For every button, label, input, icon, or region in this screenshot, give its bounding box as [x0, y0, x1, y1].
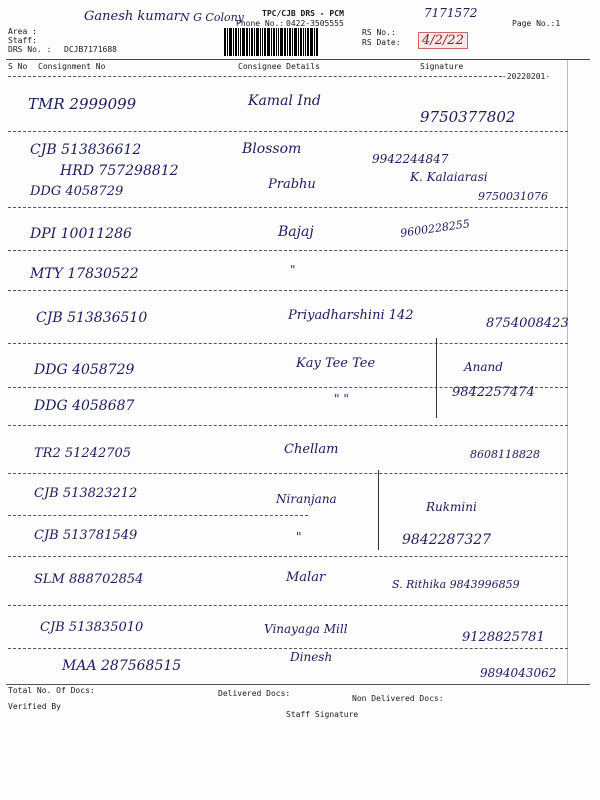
total-docs-label: Total No. Of Docs: [8, 686, 95, 695]
staff-label: Staff: [8, 36, 37, 45]
receiver-signature: 9842257474 [452, 385, 535, 400]
receiver-signature: S. Rithika 9843996859 [392, 578, 520, 591]
receiver-signature: 9750031076 [478, 190, 548, 203]
area-label: Area : [8, 27, 37, 36]
consignee-name: " [296, 530, 302, 544]
consignment-number: TR2 51242705 [34, 446, 132, 461]
consignment-number: CJB 513781549 [34, 528, 138, 543]
consignee-name: Malar [286, 570, 326, 585]
consignee-name: Blossom [242, 141, 302, 157]
consignee-name: Kamal Ind [248, 93, 321, 109]
consignment-number: DDG 4058687 [34, 398, 135, 414]
footer-rule [6, 684, 590, 685]
header-divider [6, 59, 590, 60]
consignment-number: MAA 287568515 [62, 658, 182, 674]
rs-no-label: RS No.: [362, 28, 396, 37]
document-title: TPC/CJB DRS - PCM [262, 9, 344, 18]
receiver-signature: Rukmini [426, 500, 477, 514]
consignment-number: DDG 4058729 [34, 362, 135, 378]
handwritten-area-place: N G Colony [180, 11, 244, 24]
consignment-number: CJB 513836612 [30, 142, 142, 158]
phone-label: Phone No.: [236, 19, 285, 28]
receiver-signature: K. Kalaiarasi [410, 170, 488, 184]
row-divider [8, 515, 308, 516]
date-code: -20220201- [502, 72, 551, 81]
drs-no-value: DCJB7171688 [64, 45, 117, 54]
consignment-number: TMR 2999099 [28, 95, 137, 113]
consignee-name: Kay Tee Tee [296, 356, 376, 371]
receiver-signature: 9600228255 [399, 217, 471, 240]
consignment-number: CJB 513823212 [34, 486, 138, 501]
consignment-number: MTY 17830522 [30, 266, 139, 282]
drs-no-label: DRS No. : [8, 45, 52, 54]
consignee-name: Niranjana [276, 492, 337, 506]
receiver-signature: Anand [464, 360, 503, 374]
row-divider [8, 425, 568, 426]
receiver-signature: 8754008423 [486, 316, 569, 331]
consignment-number: CJB 513836510 [36, 310, 148, 326]
handwritten-reference: 7171572 [424, 6, 478, 20]
right-margin-line [567, 60, 568, 685]
receiver-signature: 9942244847 [372, 152, 449, 166]
rs-date-label: RS Date: [362, 38, 401, 47]
row-divider [8, 343, 568, 344]
receiver-signature: 8608118828 [470, 448, 540, 461]
col-consignment-header: Consignment No [38, 62, 106, 71]
staff-signature-label: Staff Signature [286, 710, 359, 719]
consignee-name: Bajaj [278, 224, 314, 240]
receiver-signature: 9842287327 [402, 532, 492, 548]
non-delivered-docs-label: Non Delivered Docs: [352, 694, 444, 703]
consignment-number: SLM 888702854 [34, 572, 144, 587]
consignee-name: " " [334, 392, 349, 406]
row-divider [8, 605, 568, 606]
receiver-signature: 9894043062 [480, 666, 557, 680]
consignee-name: Vinayaga Mill [264, 622, 348, 636]
consignee-name: Dinesh [290, 650, 333, 664]
row-divider [8, 290, 568, 291]
consignee-name: " [290, 263, 296, 277]
col-consignee-header: Consignee Details [238, 62, 320, 71]
row-divider [8, 250, 568, 251]
consignee-name: Priyadharshini 142 [288, 308, 414, 323]
consignment-number: DPI 10011286 [30, 226, 132, 242]
consignment-number: CJB 513835010 [40, 620, 144, 635]
barcode-image [224, 28, 354, 56]
consignment-number: DDG 4058729 [30, 184, 124, 199]
header-rule [8, 76, 502, 77]
handwritten-area: Ganesh kumar [84, 9, 180, 24]
signature-bracket [436, 338, 437, 418]
receiver-signature: 9750377802 [420, 108, 516, 126]
col-sno-header: S No [8, 62, 28, 71]
consignee-name: Chellam [284, 442, 339, 457]
receiver-signature: 9128825781 [462, 630, 545, 645]
consignment-number: HRD 757298812 [60, 163, 179, 179]
verified-by-label: Verified By [8, 702, 61, 711]
row-divider [8, 207, 568, 208]
row-divider [8, 556, 568, 557]
handwritten-rs-date: 4/2/22 [418, 32, 468, 49]
row-divider [8, 648, 568, 649]
phone-value: 0422-3505555 [286, 19, 344, 28]
row-divider [8, 473, 568, 474]
row-divider [8, 131, 568, 132]
page-number: Page No.:1 [512, 19, 561, 28]
consignee-name: Prabhu [268, 177, 316, 192]
col-signature-header: Signature [420, 62, 464, 71]
signature-bracket [378, 470, 379, 550]
delivered-docs-label: Delivered Docs: [218, 689, 291, 698]
